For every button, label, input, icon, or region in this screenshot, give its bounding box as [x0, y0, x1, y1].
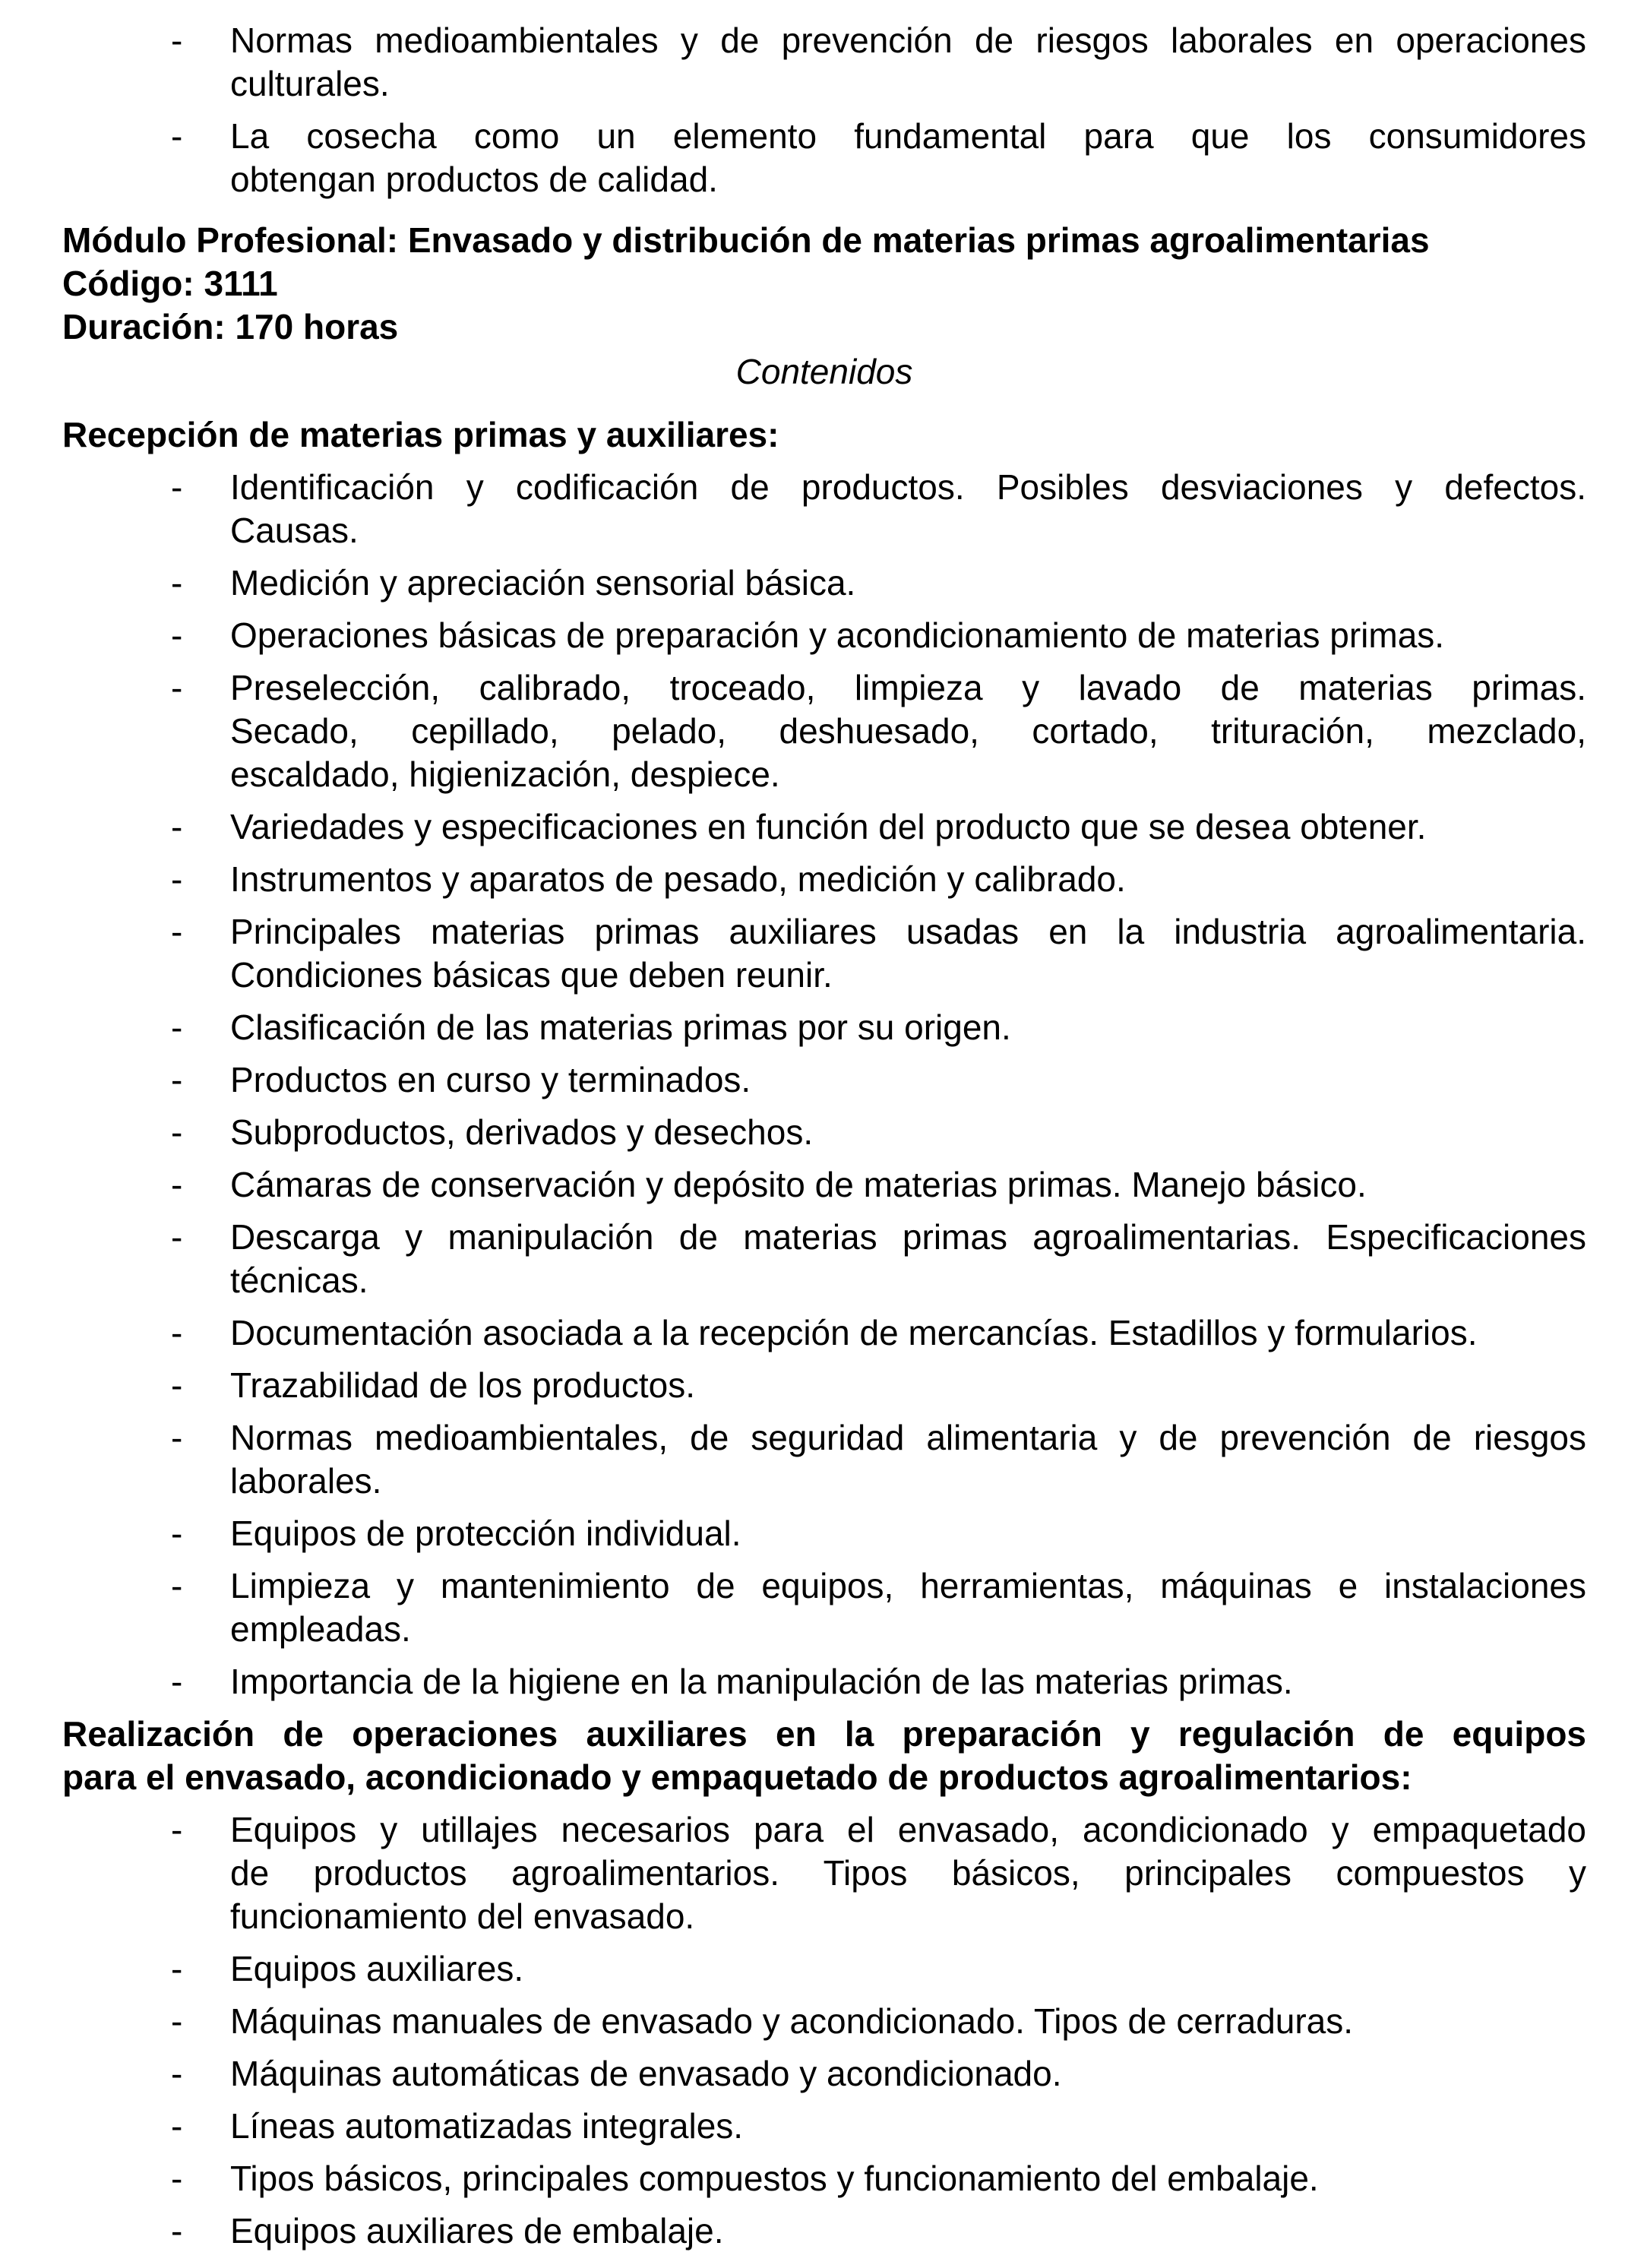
list-item [62, 1111, 1586, 1154]
list-item [62, 1512, 1586, 1555]
text-line: Máquinas manuales de envasado y acondicionado. Tipos de cerraduras. [230, 2001, 1354, 2041]
text-line: Normas medioambientales y de prevención de riesgos laborales en operaciones [230, 21, 1586, 60]
text-line: Máquinas automáticas de envasado y acondicionado. [230, 2054, 1062, 2093]
section-recepcion-bullet-list [62, 466, 1586, 1703]
list-item [62, 2157, 1586, 2200]
section-heading-realizacion [62, 1713, 1586, 1799]
list-item [62, 561, 1586, 605]
text-line: Subproductos, derivados y desechos. [230, 1112, 814, 1152]
list-item [62, 2209, 1586, 2253]
dash-bullet-icon: - [171, 2106, 183, 2146]
bullet-text [230, 858, 1586, 901]
text-line: Clasificación de las materias primas por su origen. [230, 1007, 1011, 1047]
list-item [62, 19, 1586, 106]
bullet-text [230, 805, 1586, 849]
dash-bullet-icon: - [171, 1060, 183, 1099]
dash-bullet-icon: - [171, 467, 183, 507]
dash-bullet-icon: - [171, 1566, 183, 1605]
bullet-text [230, 2157, 1586, 2200]
text-line: Variedades y especificaciones en función del producto que se desea obtener. [230, 807, 1427, 846]
text-line: Equipos y utillajes necesarios para el envasado, acondicionado y empaquetado [230, 1810, 1586, 1849]
bullet-text [230, 1311, 1586, 1355]
text-line: Causas. [230, 511, 359, 550]
bullet-text [230, 1660, 1586, 1703]
text-line: Documentación asociada a la recepción de mercancías. Estadillos y formularios. [230, 1313, 1478, 1352]
dash-bullet-icon: - [171, 1217, 183, 1257]
dash-bullet-icon: - [171, 1662, 183, 1701]
bullet-text [230, 115, 1586, 201]
bullet-text [230, 2052, 1586, 2096]
dash-bullet-icon: - [171, 2159, 183, 2198]
list-item [62, 614, 1586, 657]
text-line: Líneas automatizadas integrales. [230, 2106, 744, 2146]
text-line: Productos en curso y terminados. [230, 1060, 751, 1099]
list-item [62, 1947, 1586, 1991]
dash-bullet-icon: - [171, 2001, 183, 2041]
dash-bullet-icon: - [171, 2054, 183, 2093]
list-item [62, 666, 1586, 796]
bullet-text [230, 1512, 1586, 1555]
list-item [62, 1416, 1586, 1503]
bullet-text [230, 2000, 1586, 2043]
bullet-text [230, 1947, 1586, 1991]
bullet-text [230, 1364, 1586, 1407]
text-line: Equipos de protección individual. [230, 1514, 741, 1553]
bullet-text [230, 666, 1586, 796]
text-line: Condiciones básicas que deben reunir. [230, 955, 833, 995]
bullet-text [230, 1564, 1586, 1651]
dash-bullet-icon: - [171, 668, 183, 707]
text-line: funcionamiento del envasado. [230, 1896, 695, 1936]
dash-bullet-icon: - [171, 1112, 183, 1152]
dash-bullet-icon: - [171, 563, 183, 603]
text-line: Equipos auxiliares. [230, 1949, 524, 1988]
bullet-text [230, 1111, 1586, 1154]
module-title: Módulo Profesional: Envasado y distribución de materias primas agroalimentarias [62, 220, 1430, 260]
text-line: Preselección, calibrado, troceado, limpieza y lavado de materias primas. [230, 668, 1586, 707]
dash-bullet-icon: - [171, 2211, 183, 2251]
dash-bullet-icon: - [171, 1418, 183, 1457]
dash-bullet-icon: - [171, 1313, 183, 1352]
list-item [62, 1808, 1586, 1938]
text-line: Realización de operaciones auxiliares en la preparación y regulación de equipos [62, 1714, 1586, 1754]
text-line: Limpieza y mantenimiento de equipos, herramientas, máquinas e instalaciones [230, 1566, 1586, 1605]
bullet-text [230, 614, 1586, 657]
text-line: obtengan productos de calidad. [230, 160, 718, 199]
section-realizacion-bullet-list [62, 1808, 1586, 2253]
text-line: escaldado, higienización, despiece. [230, 754, 780, 794]
dash-bullet-icon: - [171, 1165, 183, 1204]
text-line: Principales materias primas auxiliares usadas en la industria agroalimentaria. [230, 912, 1586, 951]
list-item [62, 1058, 1586, 1102]
list-item [62, 858, 1586, 901]
dash-bullet-icon: - [171, 615, 183, 655]
text-line: Cámaras de conservación y depósito de materias primas. Manejo básico. [230, 1165, 1367, 1204]
bullet-text [230, 2105, 1586, 2148]
text-line: Identificación y codificación de productos. Posibles desviaciones y defectos. [230, 467, 1586, 507]
dash-bullet-icon: - [171, 1514, 183, 1553]
list-item [62, 115, 1586, 201]
text-line: Tipos básicos, principales compuestos y funcionamiento del embalaje. [230, 2159, 1319, 2198]
text-line: laborales. [230, 1461, 382, 1501]
list-item [62, 1564, 1586, 1651]
text-line: Instrumentos y aparatos de pesado, medición y calibrado. [230, 859, 1126, 899]
text-line: Trazabilidad de los productos. [230, 1365, 695, 1405]
list-item [62, 1311, 1586, 1355]
bullet-text [230, 1416, 1586, 1503]
dash-bullet-icon: - [171, 1365, 183, 1405]
module-header [62, 219, 1586, 349]
text-line: Operaciones básicas de preparación y acondicionamiento de materias primas. [230, 615, 1445, 655]
list-item [62, 2000, 1586, 2043]
list-item [62, 1216, 1586, 1302]
list-item [62, 910, 1586, 997]
text-line: Importancia de la higiene en la manipulación de las materias primas. [230, 1662, 1293, 1701]
list-item [62, 1006, 1586, 1049]
dash-bullet-icon: - [171, 1949, 183, 1988]
bullet-text [230, 910, 1586, 997]
text-line: Normas medioambientales, de seguridad alimentaria y de prevención de riesgos [230, 1418, 1586, 1457]
list-item [62, 1364, 1586, 1407]
dash-bullet-icon: - [171, 1810, 183, 1849]
bullet-text [230, 1808, 1586, 1938]
text-line: empleadas. [230, 1609, 411, 1649]
module-code: Código: 3111 [62, 264, 278, 303]
contenidos-title: Contenidos [735, 352, 913, 391]
text-line: Descarga y manipulación de materias primas agroalimentarias. Especificaciones [230, 1217, 1586, 1257]
text-line: culturales. [230, 64, 390, 103]
text-line: Equipos auxiliares de embalaje. [230, 2211, 724, 2251]
dash-bullet-icon: - [171, 859, 183, 899]
text-line: para el envasado, acondicionado y empaquetado de productos agroalimentarios: [62, 1757, 1412, 1797]
bullet-text [230, 19, 1586, 106]
text-line: Secado, cepillado, pelado, deshuesado, cortado, trituración, mezclado, [230, 711, 1586, 751]
bullet-text [230, 1216, 1586, 1302]
dash-bullet-icon: - [171, 807, 183, 846]
text-line: de productos agroalimentarios. Tipos básicos, principales compuestos y [230, 1853, 1586, 1893]
text-line: La cosecha como un elemento fundamental para que los consumidores [230, 116, 1586, 156]
list-item [62, 2105, 1586, 2148]
list-item [62, 466, 1586, 552]
list-item [62, 1660, 1586, 1703]
bullet-text [230, 1163, 1586, 1207]
module-duration: Duración: 170 horas [62, 307, 399, 346]
bullet-text [230, 2209, 1586, 2253]
bullet-text [230, 1058, 1586, 1102]
bullet-text [230, 1006, 1586, 1049]
list-item [62, 805, 1586, 849]
dash-bullet-icon: - [171, 1007, 183, 1047]
intro-bullet-list [62, 19, 1586, 201]
section-heading-recepcion [62, 413, 1586, 457]
text-line: Medición y apreciación sensorial básica. [230, 563, 856, 603]
dash-bullet-icon: - [171, 21, 183, 60]
bullet-text [230, 466, 1586, 552]
text-line: Recepción de materias primas y auxiliares: [62, 415, 779, 454]
bullet-text [230, 561, 1586, 605]
list-item [62, 2052, 1586, 2096]
dash-bullet-icon: - [171, 912, 183, 951]
text-line: técnicas. [230, 1261, 368, 1300]
list-item [62, 1163, 1586, 1207]
dash-bullet-icon: - [171, 116, 183, 156]
